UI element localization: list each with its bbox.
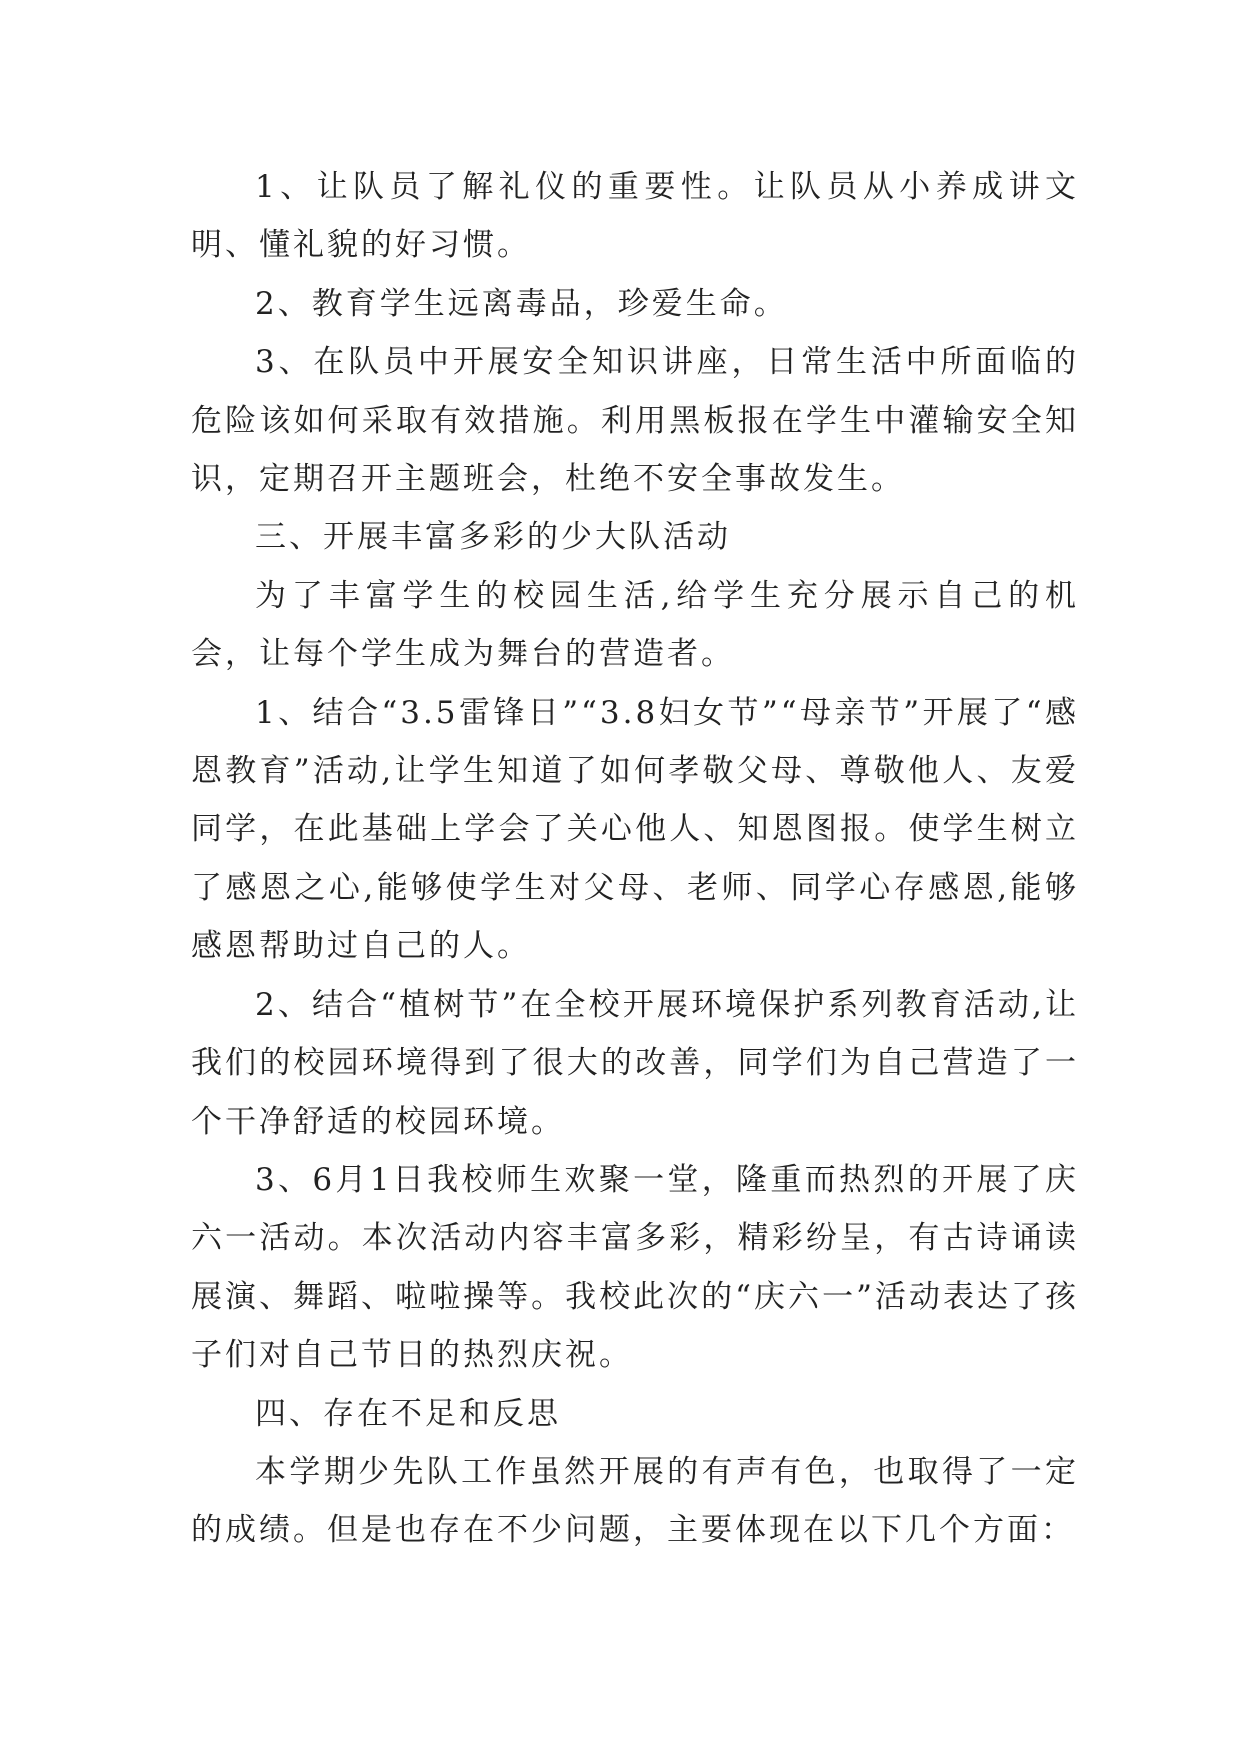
paragraph-arbor-day-item: 2、结合“植树节”在全校开展环境保护系列教育活动,让我们的校园环境得到了很大的改善，同学们为自己营造了一个干净舒适的校园环境。 [191,986,1079,1140]
paragraph-childrens-day-item: 3、6月1日我校师生欢聚一堂，隆重而热烈的开展了庆六一活动。本次活动内容丰富多彩，精彩纷呈，有古诗诵读展演、舞蹈、啦啦操等。我校此次的“庆六一”活动表达了孩子们对自己节日的热烈庆祝。 [191,1161,1079,1374]
paragraph-drug-item: 2、教育学生远离毒品，珍爱生命。 [255,285,788,322]
section-heading-activities: 三、开展丰富多彩的少大队活动 [255,519,731,556]
paragraph-gratitude-item: 1、结合“3.5雷锋日”“3.8妇女节”“母亲节”开展了“感恩教育”活动,让学生知道了如何孝敬父母、尊敬他人、友爱同学，在此基础上学会了关心他人、知恩图报。使学生树立了感恩之心,能够使学生对父母、老师、同学心存感恩,能够感恩帮助过自己的人。 [191,694,1079,965]
paragraph-safety-item: 3、在队员中开展安全知识讲座，日常生活中所面临的危险该如何采取有效措施。利用黑板报在学生中灌输安全知识，定期召开主题班会，杜绝不安全事故发生。 [191,344,1079,498]
document-body [191,158,1079,1560]
paragraph-activities-intro: 为了丰富学生的校园生活,给学生充分展示自己的机会，让每个学生成为舞台的营造者。 [191,577,1079,673]
section-heading-reflection: 四、存在不足和反思 [255,1395,561,1432]
paragraph-reflection-intro: 本学期少先队工作虽然开展的有声有色，也取得了一定的成绩。但是也存在不少问题，主要体现在以下几个方面： [191,1453,1079,1549]
paragraph-etiquette-item: 1、让队员了解礼仪的重要性。让队员从小养成讲文明、懂礼貌的好习惯。 [191,169,1079,264]
